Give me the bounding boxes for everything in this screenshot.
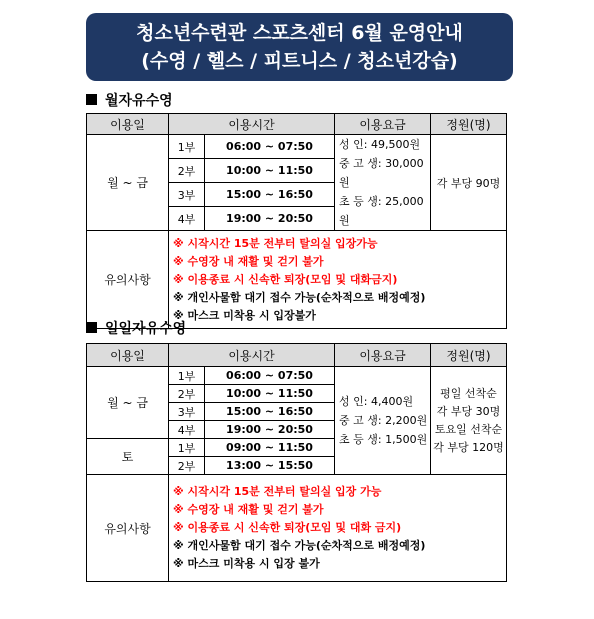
header-capacity: 정원(명) <box>431 114 507 135</box>
note-item: ※ 개인사물함 대기 접수 가능(순차적으로 배정예정) <box>173 290 426 304</box>
header-time: 이용시간 <box>169 114 335 135</box>
session-time: 15:00 ~ 16:50 <box>205 183 335 207</box>
section-heading-daily: 일일자유수영 <box>86 318 186 338</box>
header-day: 이용일 <box>87 114 169 135</box>
session-part: 4부 <box>169 207 205 231</box>
header-day: 이용일 <box>87 344 169 367</box>
session-time: 10:00 ~ 11:50 <box>205 385 335 403</box>
notes-cell <box>169 475 507 582</box>
session-part: 3부 <box>169 183 205 207</box>
capacity-line: 토요일 선착순 <box>434 422 503 436</box>
session-part: 1부 <box>169 135 205 159</box>
page-title-banner <box>86 13 513 81</box>
session-time: 19:00 ~ 20:50 <box>205 421 335 439</box>
session-part: 3부 <box>169 403 205 421</box>
session-time: 15:00 ~ 16:50 <box>205 403 335 421</box>
fee-secondary: 중 고 생: 30,000원 <box>339 157 424 189</box>
session-part: 2부 <box>169 457 205 475</box>
page-subtitle: (수영 / 헬스 / 피트니스 / 청소년강습) <box>141 50 458 72</box>
note-item: ※ 수영장 내 재활 및 걷기 불가 <box>173 503 324 516</box>
fee-cell <box>335 135 431 231</box>
note-item: ※ 이용종료 시 신속한 퇴장(모임 및 대화금지) <box>173 272 398 286</box>
capacity-cell: 각 부당 90명 <box>431 135 507 231</box>
fee-elementary: 초 등 생: 25,000원 <box>339 195 424 227</box>
header-time: 이용시간 <box>169 344 335 367</box>
capacity-line: 평일 선착순 <box>440 386 497 400</box>
monthly-table <box>86 113 507 329</box>
capacity-line: 각 부당 30명 <box>436 404 501 418</box>
daily-table <box>86 343 507 582</box>
capacity-cell <box>431 367 507 475</box>
note-item: ※ 마스크 미착용 시 입장불가 <box>173 308 316 322</box>
session-time: 06:00 ~ 07:50 <box>205 135 335 159</box>
fee-elementary: 초 등 생: 1,500원 <box>339 433 428 446</box>
session-time: 10:00 ~ 11:50 <box>205 159 335 183</box>
notes-label: 유의사항 <box>87 231 169 329</box>
note-item: ※ 시작시각 15분 전부터 탈의실 입장 가능 <box>173 485 382 498</box>
session-time: 13:00 ~ 15:50 <box>205 457 335 475</box>
square-bullet-icon <box>86 94 97 105</box>
notes-label: 유의사항 <box>87 475 169 582</box>
note-item: ※ 시작시간 15분 전부터 탈의실 입장가능 <box>173 236 378 250</box>
fee-secondary: 중 고 생: 2,200원 <box>339 414 428 427</box>
note-item: ※ 마스크 미착용 시 입장 불가 <box>173 557 320 570</box>
square-bullet-icon <box>86 322 97 333</box>
session-part: 1부 <box>169 439 205 457</box>
session-part: 1부 <box>169 367 205 385</box>
header-fee: 이용요금 <box>335 344 431 367</box>
weekday-cell: 월 ~ 금 <box>87 367 169 439</box>
session-part: 4부 <box>169 421 205 439</box>
session-part: 2부 <box>169 385 205 403</box>
section-heading-monthly: 월자유수영 <box>86 90 173 110</box>
capacity-line: 각 부당 120명 <box>433 440 504 454</box>
note-item: ※ 개인사물함 대기 접수 가능(순차적으로 배정예정) <box>173 539 426 552</box>
header-fee: 이용요금 <box>335 114 431 135</box>
fee-cell <box>335 367 431 475</box>
note-item: ※ 이용종료 시 신속한 퇴장(모임 및 대화 금지) <box>173 521 402 534</box>
session-time: 09:00 ~ 11:50 <box>205 439 335 457</box>
session-part: 2부 <box>169 159 205 183</box>
notes-cell <box>169 231 507 329</box>
session-time: 19:00 ~ 20:50 <box>205 207 335 231</box>
fee-adult: 성 인: 49,500원 <box>339 138 421 151</box>
note-item: ※ 수영장 내 재활 및 걷기 불가 <box>173 254 324 268</box>
page-title: 청소년수련관 스포츠센터 6월 운영안내 <box>136 22 463 44</box>
day-cell: 월 ~ 금 <box>87 135 169 231</box>
saturday-cell: 토 <box>87 439 169 475</box>
session-time: 06:00 ~ 07:50 <box>205 367 335 385</box>
fee-adult: 성 인: 4,400원 <box>339 395 414 408</box>
header-capacity: 정원(명) <box>431 344 507 367</box>
